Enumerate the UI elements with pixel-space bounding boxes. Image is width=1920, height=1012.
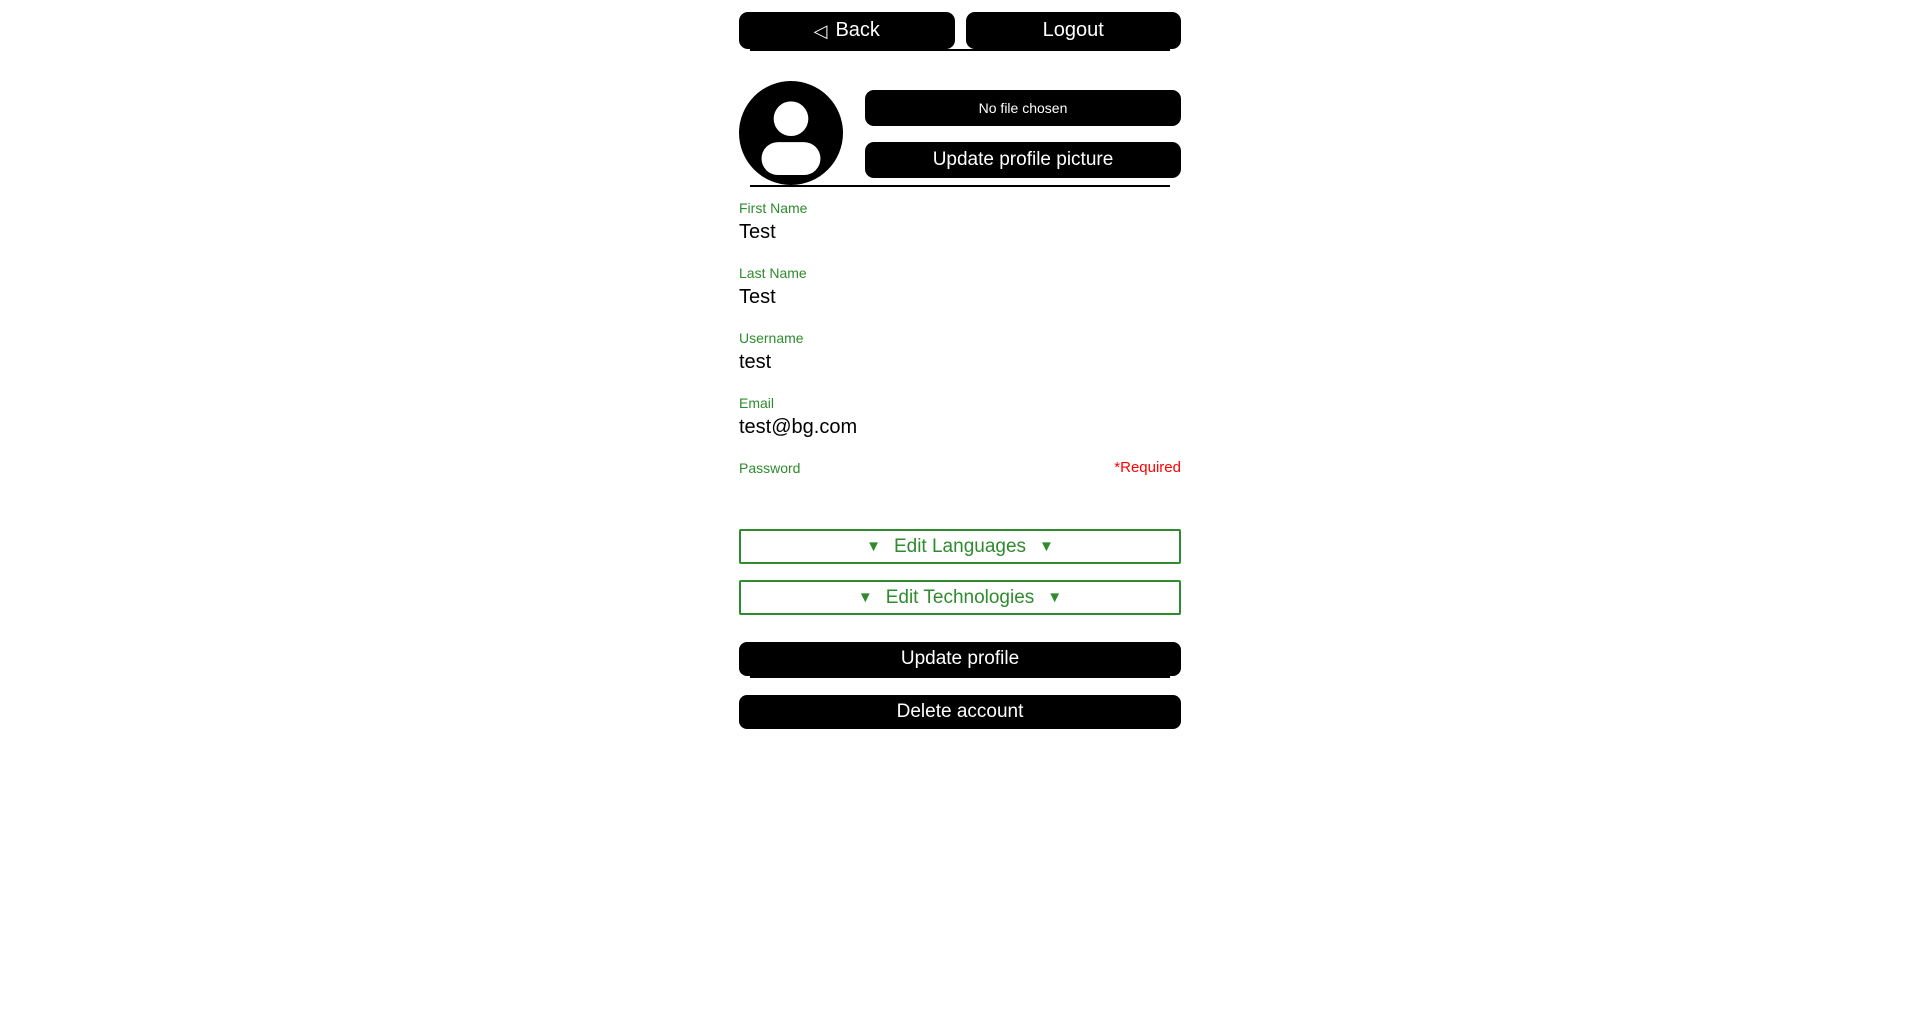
update-picture-button[interactable]	[865, 142, 1181, 178]
chevron-down-icon: ▼	[1039, 538, 1054, 555]
update-profile-button[interactable]	[739, 642, 1181, 676]
chevron-down-icon: ▼	[857, 589, 873, 606]
file-status-text: No file chosen	[978, 100, 1068, 116]
divider	[750, 49, 1170, 51]
picture-controls	[865, 81, 1181, 178]
username-label: Username	[739, 330, 804, 346]
edit-technologies-label: Edit Technologies	[885, 586, 1035, 608]
update-profile-label: Update profile	[900, 648, 1020, 669]
email-input[interactable]	[739, 411, 1181, 445]
logout-button-label: Logout	[1042, 19, 1104, 41]
back-button-label: Back	[835, 19, 880, 41]
profile-form-container	[739, 0, 1181, 729]
username-input[interactable]	[739, 346, 1181, 380]
edit-languages-label: Edit Languages	[893, 535, 1027, 557]
field-last-name	[739, 265, 1181, 315]
file-input[interactable]	[865, 90, 1181, 126]
divider	[750, 676, 1170, 678]
password-label-row	[739, 460, 1181, 476]
back-button[interactable]	[739, 12, 955, 49]
edit-languages-button[interactable]	[739, 529, 1181, 564]
chevron-down-icon: ▼	[1047, 589, 1063, 606]
email-label: Email	[739, 395, 775, 411]
update-picture-label: Update profile picture	[932, 149, 1114, 170]
delete-account-label: Delete account	[896, 701, 1024, 722]
field-password	[739, 460, 1181, 510]
first-name-label: First Name	[739, 200, 808, 216]
back-arrow-icon: ◁	[813, 20, 828, 41]
last-name-input[interactable]	[739, 281, 1181, 315]
password-label: Password	[739, 460, 801, 476]
avatar-icon	[739, 81, 843, 185]
last-name-label: Last Name	[739, 265, 807, 281]
delete-account-button[interactable]	[739, 695, 1181, 729]
profile-picture-section	[739, 81, 1181, 185]
divider	[750, 185, 1170, 187]
password-input[interactable]	[739, 476, 1181, 510]
edit-technologies-button[interactable]	[739, 580, 1181, 615]
chevron-down-icon: ▼	[866, 538, 881, 555]
required-badge: *Required	[1114, 459, 1181, 476]
field-email	[739, 395, 1181, 445]
field-username	[739, 330, 1181, 380]
first-name-input[interactable]	[739, 216, 1181, 250]
logout-button[interactable]	[966, 12, 1182, 49]
field-first-name	[739, 200, 1181, 250]
top-navigation	[739, 12, 1181, 49]
